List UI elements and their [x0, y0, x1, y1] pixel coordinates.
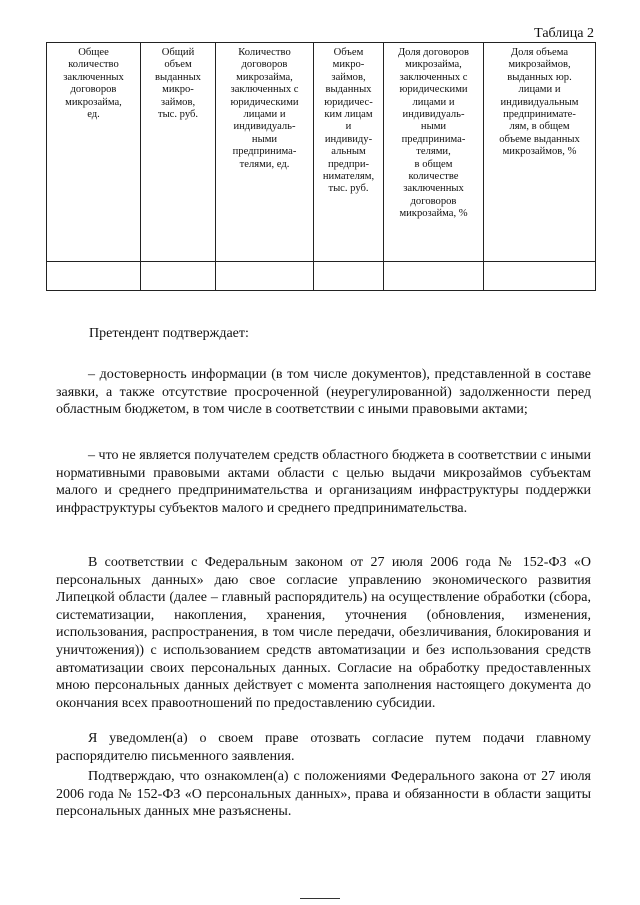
- table-cell: [141, 262, 216, 291]
- data-table: [46, 42, 596, 291]
- table-cell: [216, 262, 314, 291]
- header-total-contracts: Общее количество заключенных договоров микрозайма, ед.: [47, 43, 141, 262]
- page-footer-mark: [300, 898, 340, 902]
- intro-paragraph: Претендент подтверждает:: [89, 326, 249, 341]
- header-volume-share: Доля объема микрозаймов, выданных юр. лицами и индивидуальным предпринимате- лям, в общем объеме выданных микрозаймов, %: [484, 43, 596, 262]
- table-header-row: [47, 43, 596, 262]
- header-legal-volume: Объем микро- займов, выданных юридичес- ким лицам и индивиду- альным предпри- нимателям, тыс. руб.: [314, 43, 384, 262]
- table-caption: Таблица 2: [534, 26, 594, 41]
- confirmation-item-1: – достоверность информации (в том числе документов), представленной в составе заявки, а также отсутствие просроченной (неурегулированной) задолженности перед областным бюджетом, в том числе в соответствии с иными правовыми актами;: [56, 367, 591, 418]
- header-legal-contracts: Количество договоров микрозайма, заключенных с юридическими лицами и индивидуаль- ными предпринима- телями, ед.: [216, 43, 314, 262]
- header-contracts-share: Доля договоров микрозайма, заключенных с юридическими лицами и индивидуаль- ными предпринима- телями, в общем количестве заключенных договоров микрозайма, %: [384, 43, 484, 262]
- acquainted-paragraph: Подтверждаю, что ознакомлен(а) с положениями Федерального закона от 27 июля 2006 года № 152-ФЗ «О персональных данных», права и обязанности в области защиты персональных данных мне разъяснены.: [56, 769, 591, 820]
- header-total-volume: Общий объем выданных микро- займов, тыс. руб.: [141, 43, 216, 262]
- consent-paragraph: В соответствии с Федеральным законом от 27 июля 2006 года № 152-ФЗ «О персональных данных» даю свое согласие управлению экономического развития Липецкой области (далее – главный распорядитель) на осуществление обработки (сбора, систематизации, накопления, хранения, уточнения (обновления, изменения, использования, распространения, в том числе передачи, обезличивания, блокирования и уничтожения)) с использованием средств автоматизации и без использования средств автоматизации своих персональных данных. Согласие на обработку предоставленных мною персональных данных действует с момента заполнения настоящего документа до окончания всех правоотношений по предоставлению субсидии.: [56, 555, 591, 711]
- confirmation-item-2: – что не является получателем средств областного бюджета в соответствии с иными нормативными правовыми актами области с целью выдачи микрозаймов субъектам малого и среднего предпринимательства и организациям инфраструктуры поддержки инфраструктуры субъектов малого и среднего предпринимательства.: [56, 448, 591, 516]
- table-cell: [384, 262, 484, 291]
- table-cell: [47, 262, 141, 291]
- revoke-paragraph: Я уведомлен(а) о своем праве отозвать согласие путем подачи главному распорядителю письменного заявления.: [56, 731, 591, 764]
- table-empty-row: [47, 262, 596, 291]
- table-cell: [314, 262, 384, 291]
- table-cell: [484, 262, 596, 291]
